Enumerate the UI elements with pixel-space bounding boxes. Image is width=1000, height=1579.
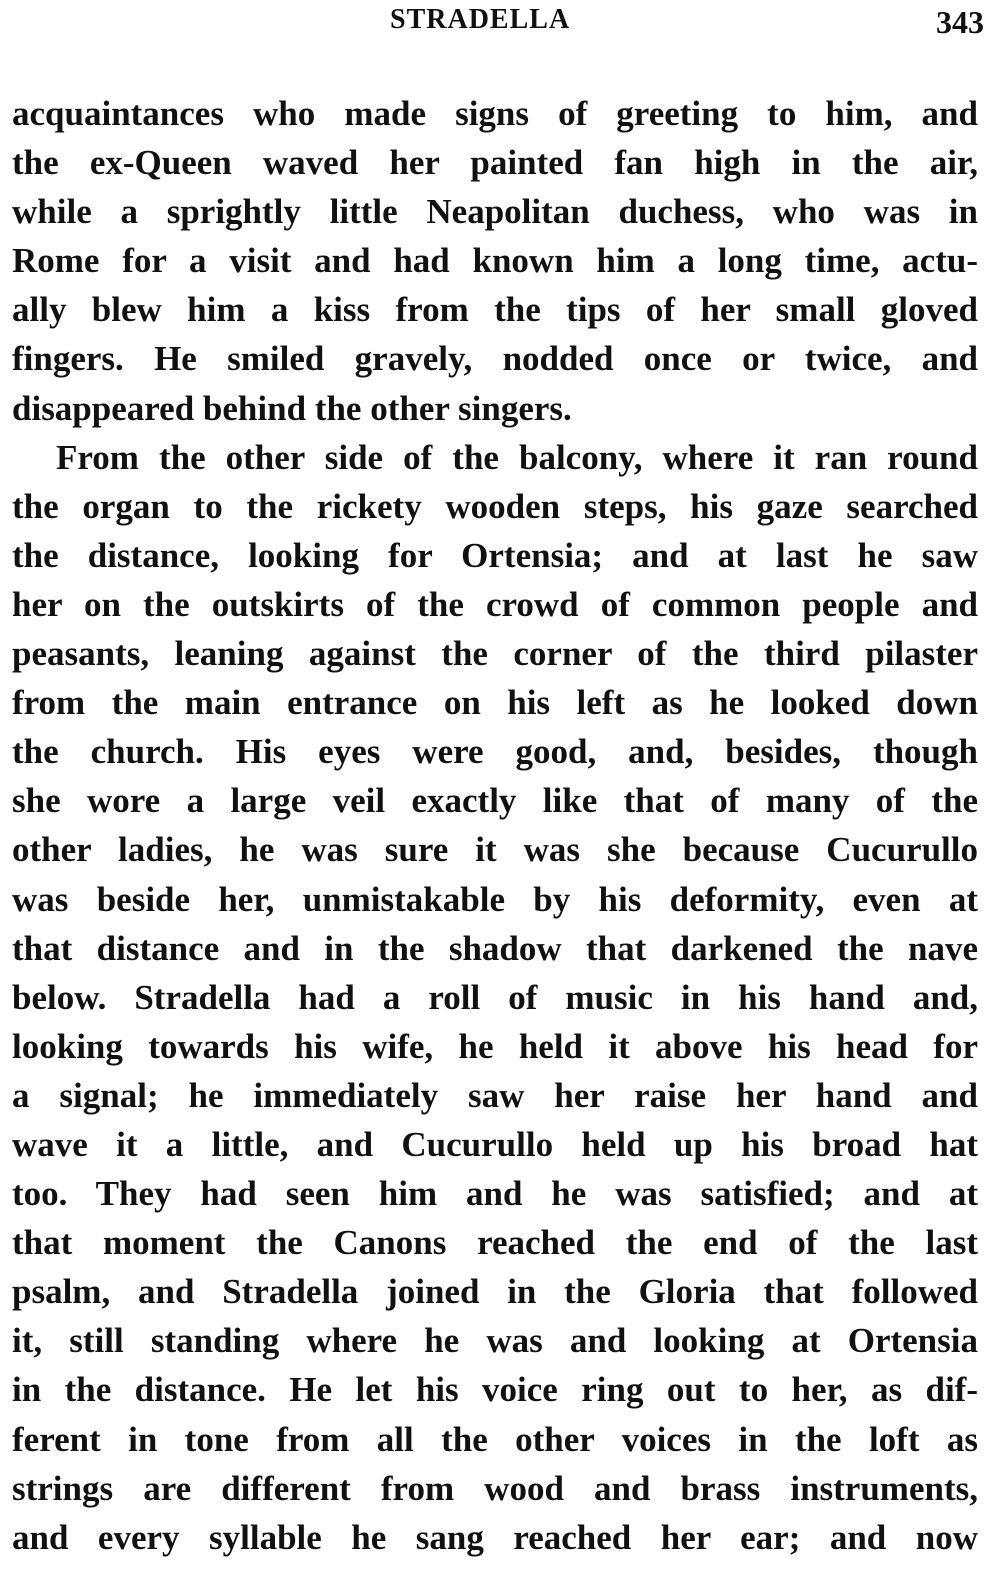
text-line: ally blew him a kiss from the tips of her small gloved (12, 290, 978, 330)
running-head: STRADELLA (390, 4, 571, 35)
text-line: below. Stradella had a roll of music in his hand and, (12, 977, 978, 1017)
text-line: was beside her, unmistakable by his deformity, even at (12, 879, 978, 919)
text-line: disappeared behind the other singers. (12, 388, 572, 428)
text-line: too. They had seen him and he was satisfied; and at (12, 1174, 978, 1214)
text-line: that distance and in the shadow that darkened the nave (12, 928, 978, 968)
text-line: ferent in tone from all the other voices in the loft as (12, 1419, 978, 1459)
text-line: wave it a little, and Cucurullo held up his broad hat (12, 1124, 978, 1164)
page-number: 343 (936, 4, 984, 40)
text-line: peasants, leaning against the corner of the third pilaster (12, 634, 978, 674)
text-line: fingers. He smiled gravely, nodded once or twice, and (12, 339, 978, 379)
page-header (0, 2, 1000, 46)
text-line: acquaintances who made signs of greeting to him, and (12, 94, 978, 133)
text-line: a signal; he immediately saw her raise her hand and (12, 1075, 978, 1115)
text-line: it, still standing where he was and looking at Ortensia (12, 1321, 978, 1361)
text-line: while a sprightly little Neapolitan duchess, who was in (12, 192, 978, 232)
text-line: other ladies, he was sure it was she because Cucurullo (12, 830, 978, 870)
text-line: in the distance. He let his voice ring out to her, as dif- (12, 1370, 978, 1410)
text-line: that moment the Canons reached the end of the last (12, 1223, 978, 1263)
text-line: the ex-Queen waved her painted fan high in the air, (12, 143, 978, 183)
text-line: the church. His eyes were good, and, besides, though (12, 732, 978, 772)
text-line: she wore a large veil exactly like that of many of the (12, 781, 978, 821)
text-line: the distance, looking for Ortensia; and at last he saw (12, 535, 978, 575)
text-line: her on the outskirts of the crowd of common people and (12, 584, 978, 624)
text-line: the organ to the rickety wooden steps, his gaze searched (12, 486, 978, 526)
body-text (12, 89, 978, 1562)
text-line: and every syllable he sang reached her ear; and now (12, 1517, 978, 1557)
text-line: psalm, and Stradella joined in the Gloria that followed (12, 1272, 978, 1312)
text-line: from the main entrance on his left as he looked down (12, 683, 978, 723)
text-line: strings are different from wood and brass instruments, (12, 1468, 978, 1508)
text-line: Rome for a visit and had known him a long time, actu- (12, 241, 978, 281)
text-line: From the other side of the balcony, where it ran round (56, 437, 978, 477)
text-line: looking towards his wife, he held it above his head for (12, 1026, 978, 1066)
